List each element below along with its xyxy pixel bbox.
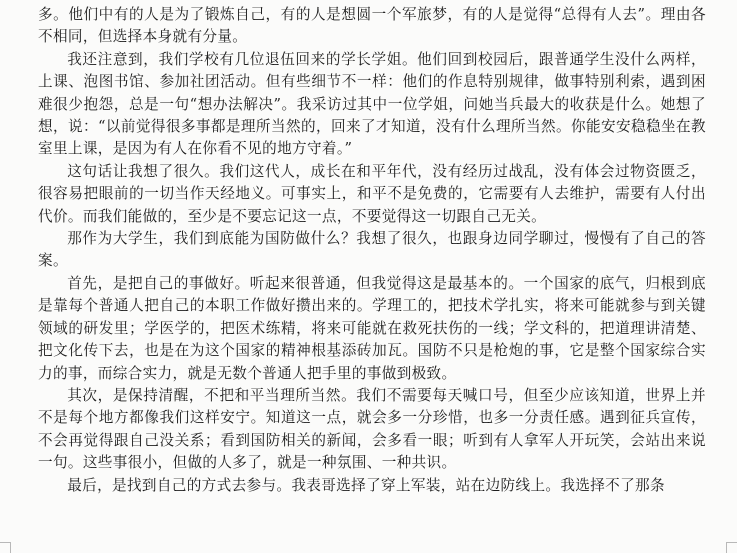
paragraph-6: 其次，是保持清醒，不把和平当理所当然。我们不需要每天喊口号，但至少应该知道，世界上并不是每个地方都像我们这样安宁。知道这一点，就会多一分珍惜，也多一分责任感。遇到征兵宣传，不会再觉得跟自己没关系；看到国防相关的新闻，会多看一眼；听到有人拿军人开玩笑，会站出来说一句。这些事很小，但做的人多了，就是一种氛围、一种共识。 (38, 386, 706, 472)
crop-mark-bottom-right (726, 542, 737, 553)
paragraph-5: 首先，是把自己的事做好。听起来很普通，但我觉得这是最基本的。一个国家的底气，归根到底是靠每个普通人把自己的本职工作做好攒出来的。学理工的，把技术学扎实，将来可能就参与到关键领域的研发里；学医学的，把医术练精，将来可能就在救死扶伤的一线；学文科的，把道理讲清楚、把文化传下去，也是在为这个国家的精神根基添砖加瓦。国防不只是枪炮的事，它是整个国家综合实力的事，而综合实力，就是无数个普通人把手里的事做到极致。 (38, 274, 706, 382)
paragraph-1: 多。他们中有的人是为了锻炼自己，有的人是想圆一个军旅梦，有的人是觉得“总得有人去”。理由各不相同，但选择本身就有分量。 (38, 6, 706, 46)
crop-mark-bottom-left (0, 542, 11, 553)
document-body (38, 4, 706, 497)
paragraph-3: 这句话让我想了很久。我们这代人，成长在和平年代，没有经历过战乱，没有体会过物资匮乏，很容易把眼前的一切当作天经地义。可事实上，和平不是免费的，它需要有人去维护，需要有人付出代价。而我们能做的，至少是不要忘记这一点，不要觉得这一切跟自己无关。 (38, 162, 706, 225)
paragraph-7: 最后，是找到自己的方式去参与。我表哥选择了穿上军装，站在边防线上。我选择不了那条 (67, 476, 665, 494)
paragraph-4: 那作为大学生，我们到底能为国防做什么？我想了很久，也跟身边同学聊过，慢慢有了自己的答案。 (38, 230, 706, 270)
paragraph-2: 我还注意到，我们学校有几位退伍回来的学长学姐。他们回到校园后，跟普通学生没什么两样，上课、泡图书馆、参加社团活动。但有些细节不一样：他们的作息特别规律，做事特别利索，遇到困难很少抱怨，总是一句“想办法解决”。我采访过其中一位学姐，问她当兵最大的收获是什么。她想了想，说：“以前觉得很多事都是理所当然的，回来了才知道，没有什么理所当然。你能安安稳稳坐在教室里上课，是因为有人在你看不见的地方守着。” (38, 50, 706, 158)
